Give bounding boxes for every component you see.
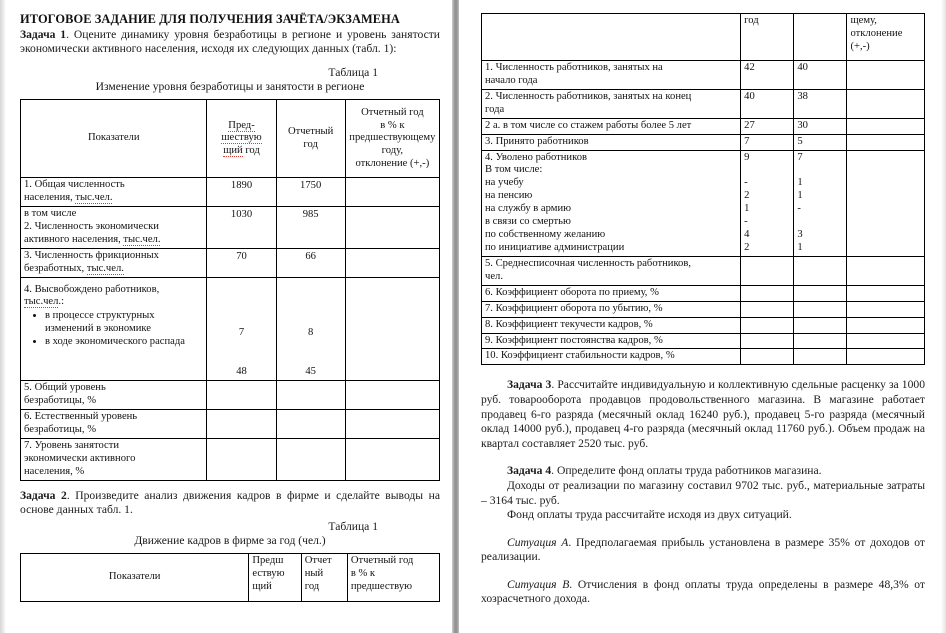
cell-pct [847,89,925,118]
th-reporting-year: Отчет ный год [301,554,347,602]
cell-rep: - [797,203,801,215]
cell-pct [847,333,925,349]
row-label: в том числе 2. Численность экономически активного населения, тыс.чел. [21,206,207,248]
situation-a-label: Ситуация А [507,535,569,549]
list-item: • в ходе экономического распада [45,336,203,349]
situation-b-paragraph [481,578,925,607]
task4-line3: Фонд оплаты труда рассчитайте исходя из двух ситуаций. [507,508,792,522]
cell-prev [741,301,794,317]
table-header-row-continued [482,14,925,61]
task1-paragraph [20,28,440,57]
cell-rep: 3 [797,229,803,241]
task2-table-caption: Движение кадров в фирме за год (чел.) [134,534,326,548]
row-label: 8. Коэффициент текучести кадров, % [482,317,741,333]
table-unemployment [20,99,440,481]
cell-prev [741,256,794,285]
cell-rep: 1 [797,190,803,202]
cell-prev-1: 7 [238,326,245,338]
cell-prev: 42 [741,61,794,90]
th-reporting-year-cont [794,14,847,61]
row-label: 6. Естественный уровень безработицы, % [21,410,207,439]
th-indicators: Показатели [21,100,207,178]
page-title: ИТОГОВОЕ ЗАДАНИЕ ДЛЯ ПОЛУЧЕНИЯ ЗАЧЁТА/ЭКЗАМЕНА [20,12,400,26]
cell-prev: 70 [207,248,276,277]
cell-prev [207,410,276,439]
task3-paragraph [481,378,925,451]
cell-prev-2: 48 [236,366,247,378]
cell-pct [345,277,439,381]
row-label: по собственному желанию [485,229,606,241]
task4-text: . Определите фонд оплаты труда работников магазина. [551,464,822,478]
cell-prev [207,439,276,481]
cell-prev [741,333,794,349]
cell-prev: 9 [744,151,750,163]
cell-rep [794,285,847,301]
cell-prev [207,381,276,410]
task1-label: Задача 1 [20,27,67,41]
task2-label: Задача 2 [20,488,67,502]
row-label: 2. Численность работников, занятых на конец года [482,89,741,118]
cell-pct [847,61,925,90]
cell-pct [345,439,439,481]
task1-text: . Оцените динамику уровня безработицы в регионе и уровень занятости экономически активного населения, исходя их следующих данных (табл. 1): [20,27,440,56]
cell-rep: 66 [276,248,345,277]
cell-pct [345,410,439,439]
cell-prev: 7 [741,134,794,150]
task2-paragraph [20,489,440,518]
th-percent-deviation: Отчетный год в % к предшествую [347,554,439,602]
task4-label: Задача 4 [507,464,552,478]
task1-table-number: Таблица 1 [328,66,378,80]
cell-rep [276,439,345,481]
table-row [21,439,440,481]
table-header-row [21,554,440,602]
cell-rep: 7 [797,151,803,163]
row-label: В том числе: [485,164,543,176]
situation-a-paragraph [481,536,925,565]
cell-prev: 27 [741,118,794,134]
table-row [21,381,440,410]
cell-rep: 1750 [276,178,345,207]
table-row [482,301,925,317]
cell-rep: 1 [797,241,803,253]
cell-rep [797,164,843,177]
cell-rep [797,216,843,229]
cell-prev [741,285,794,301]
th-percent-deviation-cont: щему, отклонение (+,-) [847,14,925,61]
row-label: 1. Численность работников, занятых на начало года [482,61,741,90]
situation-b-text: . Отчисления в фонд оплаты труда определены в размере 48,3% от хозрасчетного дохода. [481,577,925,606]
th-reporting-year: Отчетный год [276,100,345,178]
cell-rep [794,301,847,317]
row-label: на пенсию [485,190,533,202]
cell-rep: 1 [797,177,803,189]
table-row [482,256,925,285]
table-row [482,89,925,118]
cell-prev: 2 [744,241,750,253]
cell-prev: 1890 [207,178,276,207]
th-indicators: Показатели [21,554,249,602]
cell-rep [794,317,847,333]
table-staff-movement-left [20,553,440,602]
cell-pct [847,118,925,134]
row-label: на службу в армию [485,203,572,215]
table-row [482,317,925,333]
cell-pct [345,178,439,207]
table-row-released-workers [21,277,440,381]
table-row [482,61,925,90]
cell-rep-2: 45 [305,366,316,378]
row-label: в связи со смертью [485,216,571,228]
th-previous-year: Пред- шествую щий год [207,100,276,178]
cell-pct [847,134,925,150]
cell-rep-group [794,150,847,256]
row-label: 3. Численность фрикционных безработных, тыс.чел. [21,248,207,277]
table-row [482,349,925,365]
table-row [482,285,925,301]
row-label: по инициативе администрации [485,241,625,253]
cell-rep: 40 [794,61,847,90]
row-label: на учебу [485,177,524,189]
table-header-row [21,100,440,178]
row-label: 7. Уровень занятости экономически активного населения, % [21,439,207,481]
row-label: 4. Высвобождено работников, тыс.чел.: • в процессе структурных изменений в экономике • в ходе экономического распада [21,277,207,381]
page-gutter-divider [452,0,459,633]
cell-pct [345,206,439,248]
table-row [21,206,440,248]
list-item: • в процессе структурных изменений в экономике [45,310,203,336]
cell-prev: 2 [744,190,750,202]
cell-rep: 985 [276,206,345,248]
row-label: 5. Среднесписочная численность работников, чел. [482,256,741,285]
task2-table-number: Таблица 1 [328,520,378,534]
released-workers-bullets [24,310,203,349]
cell-rep [276,410,345,439]
task1-table-caption: Изменение уровня безработицы и занятости в регионе [95,80,365,94]
cell-prev [741,349,794,365]
cell-rep: 30 [794,118,847,134]
task4-paragraph [481,464,925,479]
row-label: 9. Коэффициент постоянства кадров, % [482,333,741,349]
row-label: 2 а. в том числе со стажем работы более 5 лет [482,118,741,134]
cell-rep [794,349,847,365]
th-indicators-cont [482,14,741,61]
situation-b-label: Ситуация В [507,577,570,591]
cell-rep [794,333,847,349]
th-previous-year: Предш ествую щий [249,554,301,602]
cell-prev: 1 [744,203,750,215]
situation-a-text: . Предполагаемая прибыль установлена в размере 35% от доходов от реализации. [481,535,925,564]
cell-prev: 40 [741,89,794,118]
table-row [482,118,925,134]
table-row [21,178,440,207]
cell-pct [847,301,925,317]
cell-prev [741,317,794,333]
task4-line2: Доходы от реализации по магазину составил 9702 тыс. руб., материальные затраты – 3164 тыс. руб. [481,478,925,507]
cell-pct [847,317,925,333]
row-label: 4. Уволено работников [485,151,588,163]
row-label: 7. Коэффициент оборота по убытию, % [482,301,741,317]
table-row-dismissals [482,150,925,256]
task3-label: Задача 3 [507,378,552,392]
table-staff-movement-right [481,13,925,365]
cell-pct [847,256,925,285]
th-previous-year-cont: год [741,14,794,61]
table-row [482,134,925,150]
cell-prev: 4 [744,229,750,241]
row-label: 1. Общая численность населения, тыс.чел. [21,178,207,207]
cell-pct [847,285,925,301]
th-percent-deviation: Отчетный год в % к предшествующему году, отклонение (+,-) [345,100,439,178]
task3-text: . Рассчитайте индивидуальную и коллективную сдельные расценку за 1000 руб. товарооборота продавцов продовольственного магазина. В магазине работает продавец 6-го разряда (месячный оклад 16240 руб.), продавец 5-го разряда (месячный оклад 14000 руб.), продавец 4-го разряда (месячный оклад 11760 руб.). Объем продаж на квартал составляет 2520 тыс. руб. [481,378,925,450]
page-right-edge [941,0,946,633]
cell-prev: - [744,177,748,189]
left-page [6,0,452,633]
table-row [482,333,925,349]
cell-prev-group [741,150,794,256]
cell-rep [276,381,345,410]
row-label: 10. Коэффициент стабильности кадров, % [482,349,741,365]
row-label: 5. Общий уровень безработицы, % [21,381,207,410]
cell-rep: 5 [794,134,847,150]
cell-rep-split [276,277,345,381]
row-label: 6. Коэффициент оборота по приему, % [482,285,741,301]
cell-rep-1: 8 [307,326,314,338]
cell-pct [345,248,439,277]
cell-pct [847,150,925,256]
table-row [21,248,440,277]
row-label: 3. Принято работников [482,134,741,150]
cell-prev-split [207,277,276,381]
cell-prev [744,164,790,177]
cell-rep [794,256,847,285]
cell-prev: 1030 [207,206,276,248]
row-label-group [482,150,741,256]
right-page [459,0,941,633]
cell-pct [847,349,925,365]
cell-rep: 38 [794,89,847,118]
cell-pct [345,381,439,410]
cell-prev: - [744,216,748,228]
task2-text: . Произведите анализ движения кадров в фирме и сделайте выводы на основе данных табл. 1. [20,488,440,517]
table-row [21,410,440,439]
